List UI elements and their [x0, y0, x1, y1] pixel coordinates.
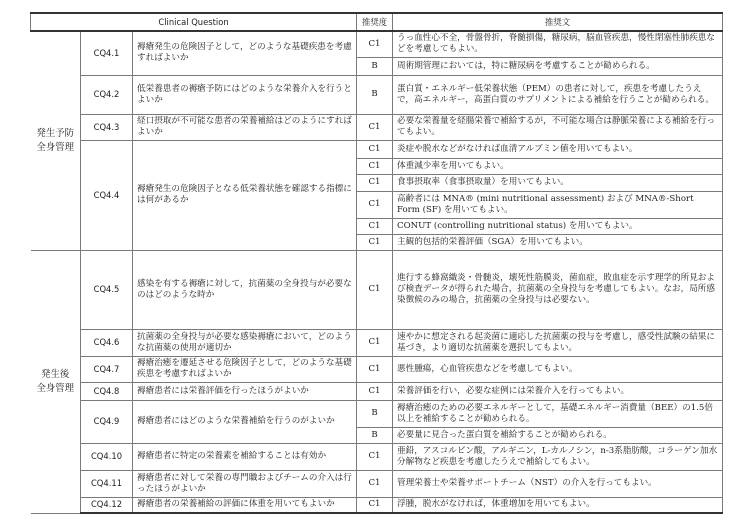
recommendation-grade: C1 — [357, 140, 393, 158]
recommendation-grade: B — [357, 400, 393, 427]
header-recommendation: 推奨文 — [393, 13, 723, 31]
recommendation-text: 栄養評価を行い，必要な症例には栄養介入を行ってもよい。 — [393, 382, 723, 400]
cq-number: CQ4.10 — [81, 443, 133, 470]
clinical-question-text: 褥瘡発生の危険因子として，どのような基礎疾患を考慮すればよいか — [133, 31, 357, 75]
recommendation-grade: C1 — [357, 158, 393, 174]
table-row — [31, 329, 723, 356]
header-clinical-question: Clinical Question — [31, 13, 357, 31]
clinical-question-text: 褥瘡患者には栄養評価を行ったほうがよいか — [133, 382, 357, 400]
clinical-question-text: 低栄養患者の褥瘡予防にはどのような栄養介入を行うとよいか — [133, 75, 357, 114]
clinical-question-text: 抗菌薬の全身投与が必要な感染褥瘡において，どのような抗菌薬の使用が適切か — [133, 329, 357, 356]
clinical-question-text: 褥瘡患者に対して栄養の専門職およびチームの介入は行ったほうがよいか — [133, 470, 357, 497]
recommendation-text: 体重減少率を用いてもよい。 — [393, 158, 723, 174]
section-label-post: 発生後 全身管理 — [31, 250, 81, 513]
recommendation-grade: C1 — [357, 382, 393, 400]
table-row — [31, 470, 723, 497]
table-row — [31, 400, 723, 427]
clinical-question-text: 褥瘡発生の危険因子となる低栄養状態を確認する指標には何があるか — [133, 140, 357, 250]
table-row — [31, 140, 723, 158]
table-row — [31, 75, 723, 114]
table-row — [31, 114, 723, 140]
recommendation-text: CONUT (controlling nutritional status) を用いてもよい。 — [393, 218, 723, 234]
recommendation-text: 浮腫，脱水がなければ，体重増加を用いてもよい。 — [393, 497, 723, 513]
clinical-question-text: 経口摂取が不可能な患者の栄養補給はどのようにすればよいか — [133, 114, 357, 140]
table-header-row — [31, 13, 723, 31]
recommendation-text: 悪性腫瘍，心血管疾患などを考慮してもよい。 — [393, 356, 723, 382]
recommendation-text: 速やかに想定される起炎菌に適応した抗菌薬の投与を考慮し，感受性試験の結果に基づき，より適切な抗菌薬を選択してもよい。 — [393, 329, 723, 356]
recommendation-text: 炎症や脱水などがなければ血清アルブミン値を用いてもよい。 — [393, 140, 723, 158]
recommendation-grade: C1 — [357, 191, 393, 218]
recommendation-text: 高齢者には MNA® (mini nutritional assessment) および MNA®-Short Form (SF) を用いてもよい。 — [393, 191, 723, 218]
table-row — [31, 356, 723, 382]
recommendation-grade: B — [357, 57, 393, 75]
recommendation-text: 亜鉛，アスコルビン酸，アルギニン，L-カルノシン，n-3系脂肪酸，コラーゲン加水分解物など疾患を考慮したうえで補給してもよい。 — [393, 443, 723, 470]
table-row — [31, 250, 723, 329]
table-row — [31, 443, 723, 470]
clinical-question-text: 褥瘡治癒を遷延させる危険因子として，どのような基礎疾患を考慮すればよいか — [133, 356, 357, 382]
recommendation-grade: B — [357, 427, 393, 443]
table-row — [31, 497, 723, 513]
guideline-table — [30, 12, 723, 514]
table-row — [31, 31, 723, 57]
table-body — [31, 31, 723, 513]
recommendation-grade: C1 — [357, 218, 393, 234]
recommendation-text: 必要な栄養量を経腸栄養で補給するが，不可能な場合は静脈栄養による補給を行ってもよい。 — [393, 114, 723, 140]
cq-number: CQ4.3 — [81, 114, 133, 140]
cq-number: CQ4.7 — [81, 356, 133, 382]
recommendation-text: うっ血性心不全，骨盤骨折，脊髄損傷，糖尿病，脳血管疾患，慢性閉塞性肺疾患などを考慮してもよい。 — [393, 31, 723, 57]
cq-number: CQ4.8 — [81, 382, 133, 400]
recommendation-grade: B — [357, 75, 393, 114]
clinical-question-text: 褥瘡患者に特定の栄養素を補給することは有効か — [133, 443, 357, 470]
recommendation-grade: C1 — [357, 329, 393, 356]
recommendation-text: 主観的包括的栄養評価（SGA）を用いてもよい。 — [393, 234, 723, 250]
header-grade: 推奨度 — [357, 13, 393, 31]
recommendation-text: 必要量に見合った蛋白質を補給することが勧められる。 — [393, 427, 723, 443]
table-row — [31, 382, 723, 400]
cq-number: CQ4.6 — [81, 329, 133, 356]
recommendation-grade: C1 — [357, 114, 393, 140]
recommendation-grade: C1 — [357, 470, 393, 497]
recommendation-grade: C1 — [357, 356, 393, 382]
clinical-question-text: 褥瘡患者の栄養補給の評価に体重を用いてもよいか — [133, 497, 357, 513]
recommendation-grade: C1 — [357, 174, 393, 191]
clinical-question-text: 感染を有する褥瘡に対して，抗菌薬の全身投与が必要なのはどのような時か — [133, 250, 357, 329]
clinical-question-text: 褥瘡患者にはどのような栄養補給を行うのがよいか — [133, 400, 357, 443]
cq-number: CQ4.11 — [81, 470, 133, 497]
recommendation-text: 蛋白質・エネルギー低栄養状態（PEM）の患者に対して，疾患を考慮したうえで，高エネルギー，高蛋白質のサプリメントによる補給を行うことが勧められる。 — [393, 75, 723, 114]
recommendation-text: 管理栄養士や栄養サポートチーム（NST）の介入を行ってもよい。 — [393, 470, 723, 497]
cq-number: CQ4.2 — [81, 75, 133, 114]
recommendation-grade: C1 — [357, 443, 393, 470]
recommendation-text: 褥瘡治癒のための必要エネルギーとして，基礎エネルギー消費量（BEE）の1.5倍以上を補給することが勧められる。 — [393, 400, 723, 427]
cq-number: CQ4.9 — [81, 400, 133, 443]
cq-number: CQ4.4 — [81, 140, 133, 250]
recommendation-grade: C1 — [357, 250, 393, 329]
cq-number: CQ4.12 — [81, 497, 133, 513]
recommendation-grade: C1 — [357, 31, 393, 57]
cq-number: CQ4.5 — [81, 250, 133, 329]
recommendation-text: 食事摂取率（食事摂取量）を用いてもよい。 — [393, 174, 723, 191]
cq-number: CQ4.1 — [81, 31, 133, 75]
recommendation-text: 周術期管理においては，特に糖尿病を考慮することが勧められる。 — [393, 57, 723, 75]
recommendation-text: 進行する蜂窩織炎・骨髄炎，壊死性筋膜炎，菌血症，敗血症を示す理学的所見および検査データが得られた場合，抗菌薬の全身投与を考慮してもよい。なお，局所感染徴候のみの場合，抗菌薬の全身投与は必要ない。 — [393, 250, 723, 329]
recommendation-grade: C1 — [357, 497, 393, 513]
recommendation-grade: C1 — [357, 234, 393, 250]
section-label-pre: 発生予防 全身管理 — [31, 31, 81, 250]
